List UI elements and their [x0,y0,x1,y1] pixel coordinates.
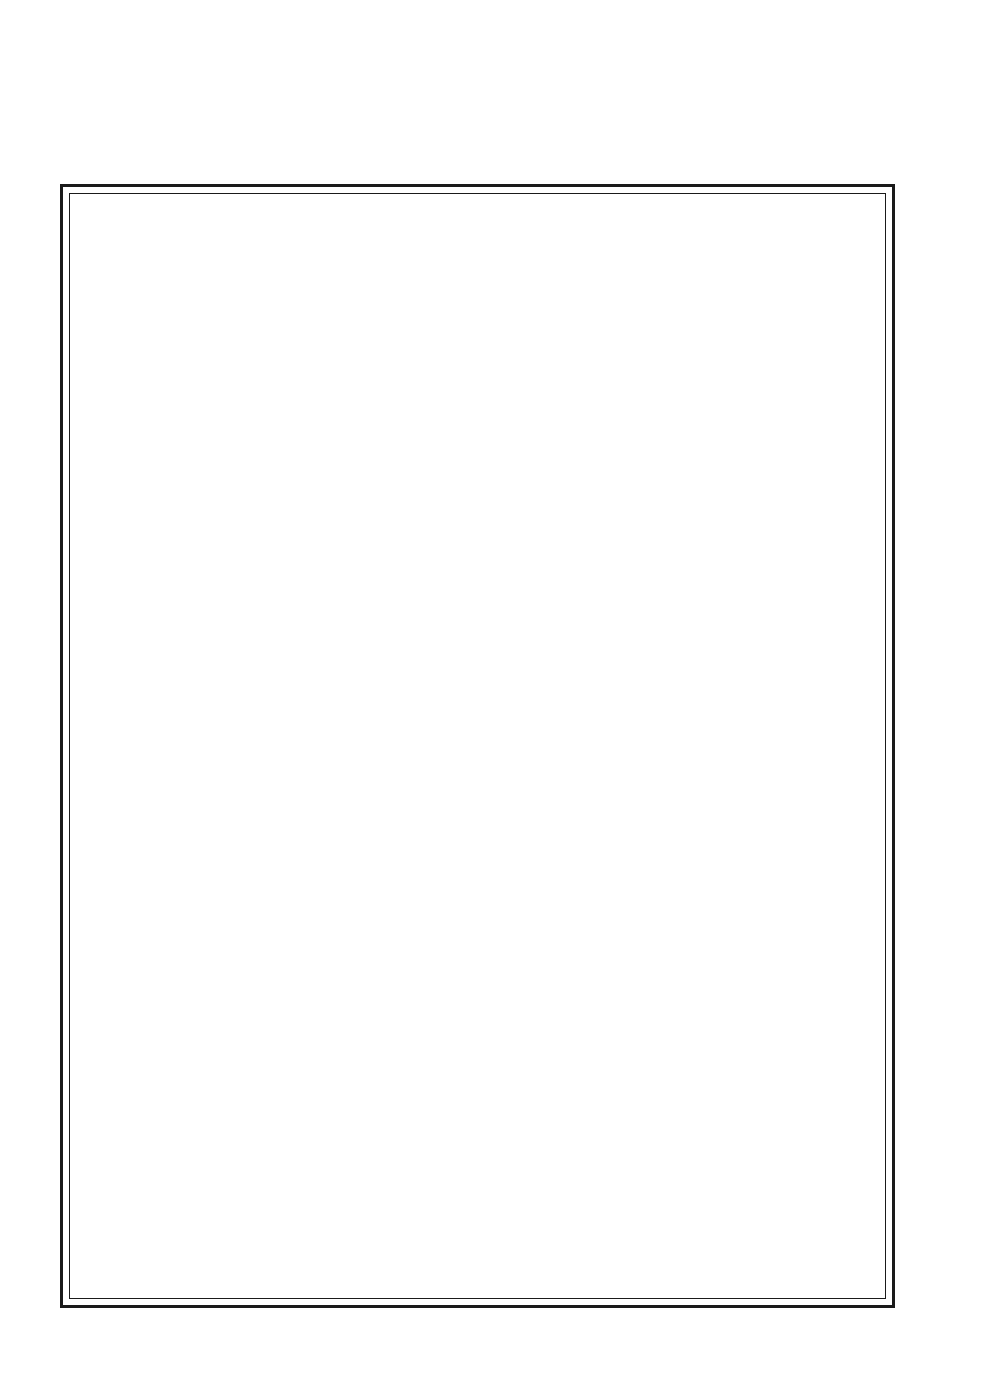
inner-border [69,193,886,1299]
seal-script-header [40,40,960,170]
book-title-column [900,190,960,1250]
main-text-frame [60,184,895,1308]
